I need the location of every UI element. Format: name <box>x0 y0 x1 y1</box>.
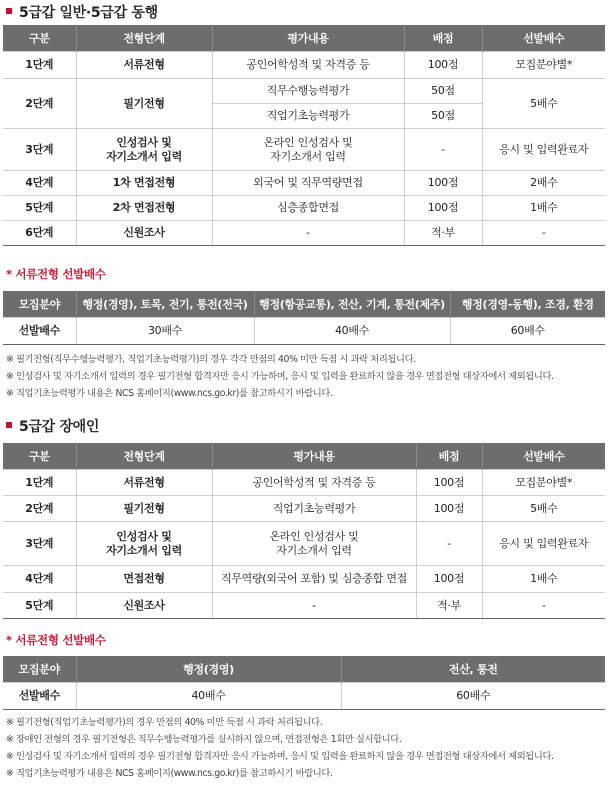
score-cell: 100점 <box>404 171 482 196</box>
score-cell: 적·부 <box>404 221 482 246</box>
table-row <box>3 52 605 79</box>
header-cell: 구분 <box>3 443 76 470</box>
table-row <box>3 566 605 593</box>
content-cell: 직업기초능력평가 <box>212 496 416 522</box>
score-cell: 100점 <box>404 52 482 79</box>
stage-cell: 5단계 <box>3 196 76 221</box>
table-header-row <box>3 25 605 52</box>
table-row <box>3 593 605 619</box>
content-cell: - <box>212 593 416 619</box>
stage-cell: 3단계 <box>3 522 76 566</box>
multiple-value-cell: 40배수 <box>76 683 341 710</box>
table-row <box>3 196 605 221</box>
process-cell: 서류전형 <box>76 52 212 79</box>
table-row <box>3 221 605 246</box>
stage-cell: 2단계 <box>3 496 76 522</box>
process-cell: 필기전형 <box>76 79 212 129</box>
multiple-cell: 모집분야별* <box>482 470 605 496</box>
process-cell: 필기전형 <box>76 496 212 522</box>
note-line: ※ 인성검사 및 자기소개서 입력의 경우 필기전형 합격자만 응시 가능하며, 응시 및 입력을 완료하지 않을 경우 면접전형 대상자에서 제외됩니다. <box>6 371 554 382</box>
sub-title-screening-multiple: * 서류전형 선발배수 <box>6 267 106 281</box>
header-cell: 평가내용 <box>212 443 416 470</box>
multiple-table-general <box>3 291 605 345</box>
stage-cell: 1단계 <box>3 52 76 79</box>
content-cell: - <box>212 221 404 246</box>
multiple-cell: - <box>482 593 605 619</box>
multiple-cell: 1배수 <box>482 196 605 221</box>
table-header-row <box>3 291 605 318</box>
header-cell: 전형단계 <box>76 443 212 470</box>
notes-general <box>6 351 606 402</box>
process-cell: 서류전형 <box>76 470 212 496</box>
multiple-cell: 5배수 <box>482 496 605 522</box>
row-label-cell: 선발배수 <box>3 318 76 345</box>
stage-cell: 6단계 <box>3 221 76 246</box>
header-cell: 행정(경영-동행), 조경, 환경 <box>450 291 605 318</box>
header-cell: 모집분야 <box>3 291 76 318</box>
multiple-cell: - <box>482 221 605 246</box>
sub-title-screening-multiple: * 서류전형 선발배수 <box>6 633 106 647</box>
process-cell: 1차 면접전형 <box>76 171 212 196</box>
table-row <box>3 470 605 496</box>
content-cell: 직무역량(외국어 포함) 및 심층종합 면접 <box>212 566 416 593</box>
score-cell: 100점 <box>416 566 482 593</box>
stage-cell: 1단계 <box>3 470 76 496</box>
score-cell: 100점 <box>416 470 482 496</box>
section-title-disabled: 5급갑 장애인 <box>6 416 99 436</box>
content-cell: 심층종합면접 <box>212 196 404 221</box>
multiple-value-cell: 30배수 <box>76 318 254 345</box>
process-cell: 면접전형 <box>76 566 212 593</box>
score-cell: - <box>404 129 482 171</box>
content-cell: 온라인 인성검사 및 자기소개서 입력 <box>212 522 416 566</box>
bullet-square-icon <box>6 422 12 428</box>
multiple-cell: 2배수 <box>482 171 605 196</box>
table-row <box>3 171 605 196</box>
table-row <box>3 496 605 522</box>
content-cell: 공인어학성적 및 자격증 등 <box>212 52 404 79</box>
score-cell: 50점 <box>404 104 482 129</box>
note-line: ※ 필기전형(직무수행능력평가, 직업기초능력평가)의 경우 각각 만점의 40% 미만 득점 시 과락 처리됩니다. <box>6 354 416 365</box>
header-cell: 행정(경영), 토목, 전기, 통전(전국) <box>76 291 254 318</box>
content-cell: 온라인 인성검사 및 자기소개서 입력 <box>212 129 404 171</box>
multiple-cell: 응시 및 입력완료자 <box>482 129 605 171</box>
score-cell: 100점 <box>404 196 482 221</box>
multiple-cell: 응시 및 입력완료자 <box>482 522 605 566</box>
content-cell: 공인어학성적 및 자격증 등 <box>212 470 416 496</box>
multiple-table-disabled <box>3 656 605 710</box>
table-header-row <box>3 656 605 683</box>
table-header-row <box>3 443 605 470</box>
process-table-disabled <box>3 443 605 619</box>
process-cell: 인성검사 및 자기소개서 입력 <box>76 522 212 566</box>
table-row <box>3 129 605 171</box>
content-cell: 직업기초능력평가 <box>212 104 404 129</box>
process-cell: 2차 면접전형 <box>76 196 212 221</box>
header-cell: 행정(경영) <box>76 656 341 683</box>
header-cell: 선발배수 <box>482 443 605 470</box>
note-line: ※ 인성검사 및 자기소개서 입력의 경우 필기전형 합격자만 응시 가능하며, 응시 및 입력을 완료하지 않을 경우 면접전형 대상자에서 제외됩니다. <box>6 751 554 762</box>
process-table-general <box>3 25 605 246</box>
score-cell: - <box>416 522 482 566</box>
header-cell: 전형단계 <box>76 25 212 52</box>
stage-cell: 4단계 <box>3 566 76 593</box>
note-line: ※ 직업기초능력평가 내용은 NCS 홈페이지(www.ncs.go.kr)를 참고하시기 바랍니다. <box>6 768 333 779</box>
multiple-value-cell: 60배수 <box>450 318 605 345</box>
row-label-cell: 선발배수 <box>3 683 76 710</box>
bullet-square-icon <box>6 8 12 14</box>
table-row <box>3 683 605 710</box>
stage-cell: 5단계 <box>3 593 76 619</box>
process-cell: 신원조사 <box>76 221 212 246</box>
multiple-cell: 5배수 <box>482 79 605 129</box>
score-cell: 적·부 <box>416 593 482 619</box>
header-cell: 배점 <box>404 25 482 52</box>
header-cell: 행정(항공교통), 전산, 기계, 통전(제주) <box>254 291 450 318</box>
header-cell: 배점 <box>416 443 482 470</box>
section-title-general: 5급갑 일반·5급갑 동행 <box>6 2 158 22</box>
score-cell: 100점 <box>416 496 482 522</box>
stage-cell: 4단계 <box>3 171 76 196</box>
stage-cell: 2단계 <box>3 79 76 129</box>
content-cell: 외국어 및 직무역량면접 <box>212 171 404 196</box>
note-line: ※ 장애인 전형의 경우 필기전형은 직무수행능력평가를 실시하지 않으며, 면접전형은 1회만 실시합니다. <box>6 734 402 745</box>
header-cell: 구분 <box>3 25 76 52</box>
notes-disabled <box>6 714 606 782</box>
table-row <box>3 522 605 566</box>
multiple-cell: 모집분야별* <box>482 52 605 79</box>
header-cell: 모집분야 <box>3 656 76 683</box>
process-cell: 신원조사 <box>76 593 212 619</box>
content-cell: 직무수행능력평가 <box>212 79 404 104</box>
table-row <box>3 318 605 345</box>
header-cell: 평가내용 <box>212 25 404 52</box>
header-cell: 선발배수 <box>482 25 605 52</box>
process-cell: 인성검사 및 자기소개서 입력 <box>76 129 212 171</box>
stage-cell: 3단계 <box>3 129 76 171</box>
header-cell: 전산, 통전 <box>341 656 605 683</box>
multiple-value-cell: 60배수 <box>341 683 605 710</box>
score-cell: 50점 <box>404 79 482 104</box>
note-line: ※ 필기전형(직업기초능력평가)의 경우 만점의 40% 미만 득점 시 과락 처리됩니다. <box>6 717 323 728</box>
multiple-cell: 1배수 <box>482 566 605 593</box>
note-line: ※ 직업기초능력평가 내용은 NCS 홈페이지(www.ncs.go.kr)를 참고하시기 바랍니다. <box>6 388 333 399</box>
multiple-value-cell: 40배수 <box>254 318 450 345</box>
table-row <box>3 79 605 104</box>
